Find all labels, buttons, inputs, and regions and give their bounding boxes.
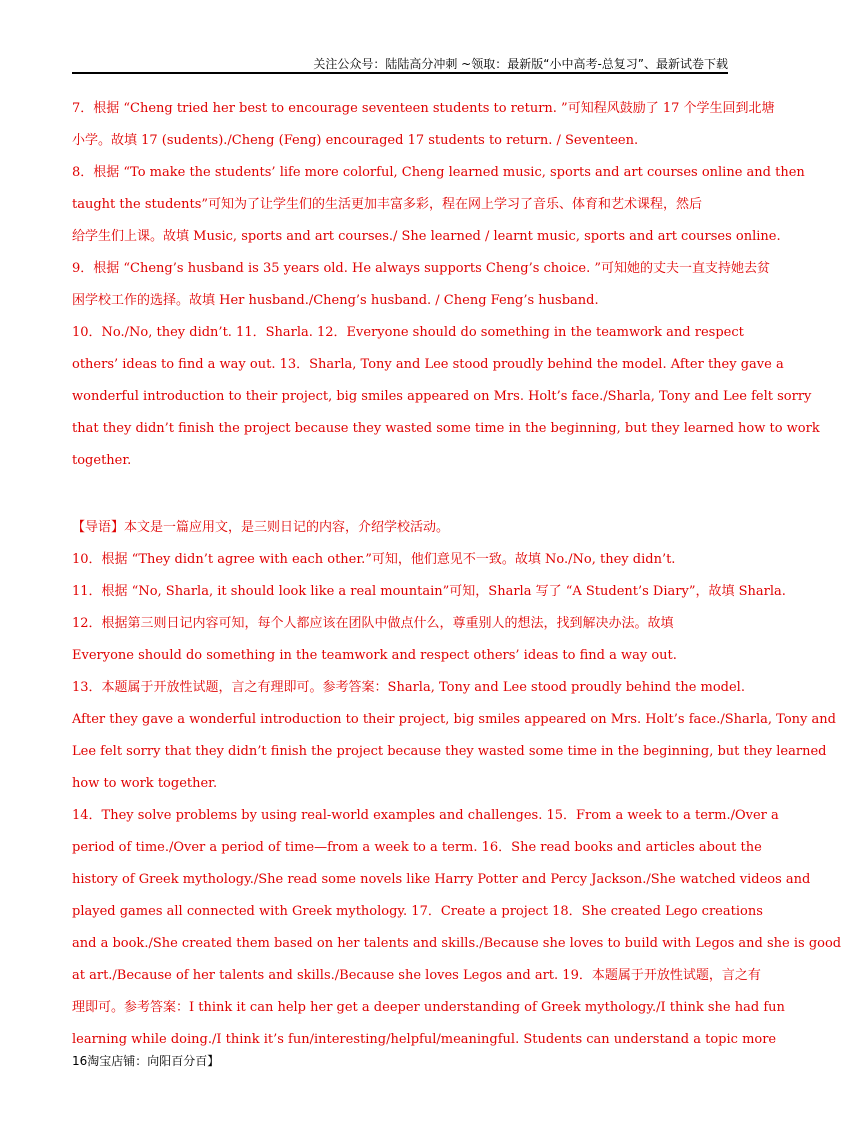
text-line: together. xyxy=(72,453,132,468)
text-line: 12．根据第三则日记内容可知，每个人都应该在团队中做点什么，尊重别人的想法，找到解决办法。故填 xyxy=(72,616,674,631)
text-line: 10．No./No, they didn’t. 11．Sharla. 12．Everyone should do something in the teamwork and respect xyxy=(72,325,744,340)
text-line: After they gave a wonderful introduction to their project, big smiles appeared on Mrs. Holt’s face./Sharla, Tony and xyxy=(72,712,836,727)
text-line: 给学生们上课。故填 Music, sports and art courses./ She learned / learnt music, sports and art courses online. xyxy=(72,229,781,244)
text-line: 8．根据 “To make the students’ life more colorful, Cheng learned music, sports and art courses online and then xyxy=(72,165,805,180)
text-line: Lee felt sorry that they didn’t finish the project because they wasted some time in the beginning, but they learned xyxy=(72,744,827,759)
header-text: 关注公众号：陆陆高分冲刺 ~领取：最新版“小中高考-总复习”、最新试卷下载 xyxy=(313,57,728,71)
page-number: 16 xyxy=(72,1054,88,1068)
text-line: Everyone should do something in the teamwork and respect others’ ideas to find a way out. xyxy=(72,648,677,663)
page-footer xyxy=(72,1052,219,1069)
text-line: played games all connected with Greek mythology. 17．Create a project 18．She created Lego creations xyxy=(72,904,763,919)
text-line: and a book./She created them based on her talents and skills./Because she loves to build with Legos and she is good xyxy=(72,936,841,951)
text-line: period of time./Over a period of time—from a week to a term. 16．She read books and articles about the xyxy=(72,840,762,855)
text-line: 困学校工作的选择。故填 Her husband./Cheng’s husband. / Cheng Feng’s husband. xyxy=(72,293,599,308)
text-line: others’ ideas to find a way out. 13．Sharla, Tony and Lee stood proudly behind the model. After they gave a xyxy=(72,357,784,372)
text-line: that they didn’t finish the project because they wasted some time in the beginning, but they learned how to work xyxy=(72,421,820,436)
text-line: 11．根据 “No, Sharla, it should look like a real mountain”可知，Sharla 写了 “A Student’s Diary”，故填 Sharla. xyxy=(72,584,786,599)
text-line: wonderful introduction to their project, big smiles appeared on Mrs. Holt’s face./Sharla, Tony and Lee felt sorry xyxy=(72,389,812,404)
text-line: 13．本题属于开放性试题，言之有理即可。参考答案：Sharla, Tony and Lee stood proudly behind the model. xyxy=(72,680,745,695)
text-line: 14．They solve problems by using real-world examples and challenges. 15．From a week to a term./Over a xyxy=(72,808,779,823)
page-header xyxy=(72,55,728,74)
text-line: learning while doing./I think it’s fun/interesting/helpful/meaningful. Students can understand a topic more xyxy=(72,1032,777,1047)
answer-content xyxy=(72,93,841,1056)
text-line: history of Greek mythology./She read some novels like Harry Potter and Percy Jackson./She watched videos and xyxy=(72,872,811,887)
text-line: at art./Because of her talents and skills./Because she loves Legos and art. 19．本题属于开放性试题，言之有 xyxy=(72,968,761,983)
text-line: 小学。故填 17 (sudents)./Cheng (Feng) encouraged 17 students to return. / Seventeen. xyxy=(72,133,639,148)
text-line: 理即可。参考答案：I think it can help her get a deeper understanding of Greek mythology./I think she had fun xyxy=(72,1000,785,1015)
intro-line: 【导语】本文是一篇应用文，是三则日记的内容，介绍学校活动。 xyxy=(72,520,450,535)
text-line: 9．根据 “Cheng’s husband is 35 years old. He always supports Cheng’s choice. ”可知她的丈夫一直支持她去贫 xyxy=(72,261,771,276)
text-line: taught the students”可知为了让学生们的生活更加丰富多彩，程在网上学习了音乐、体育和艺术课程，然后 xyxy=(72,197,703,212)
footer-text: 淘宝店铺：向阳百分百】 xyxy=(87,1054,220,1068)
blank-line xyxy=(72,477,730,512)
text-line: 10．根据 “They didn’t agree with each other.”可知，他们意见不一致。故填 No./No, they didn’t. xyxy=(72,552,676,567)
text-line: how to work together. xyxy=(72,776,218,791)
text-line: 7．根据 “Cheng tried her best to encourage seventeen students to return. ”可知程风鼓励了 17 个学生回到北塘 xyxy=(72,101,775,116)
